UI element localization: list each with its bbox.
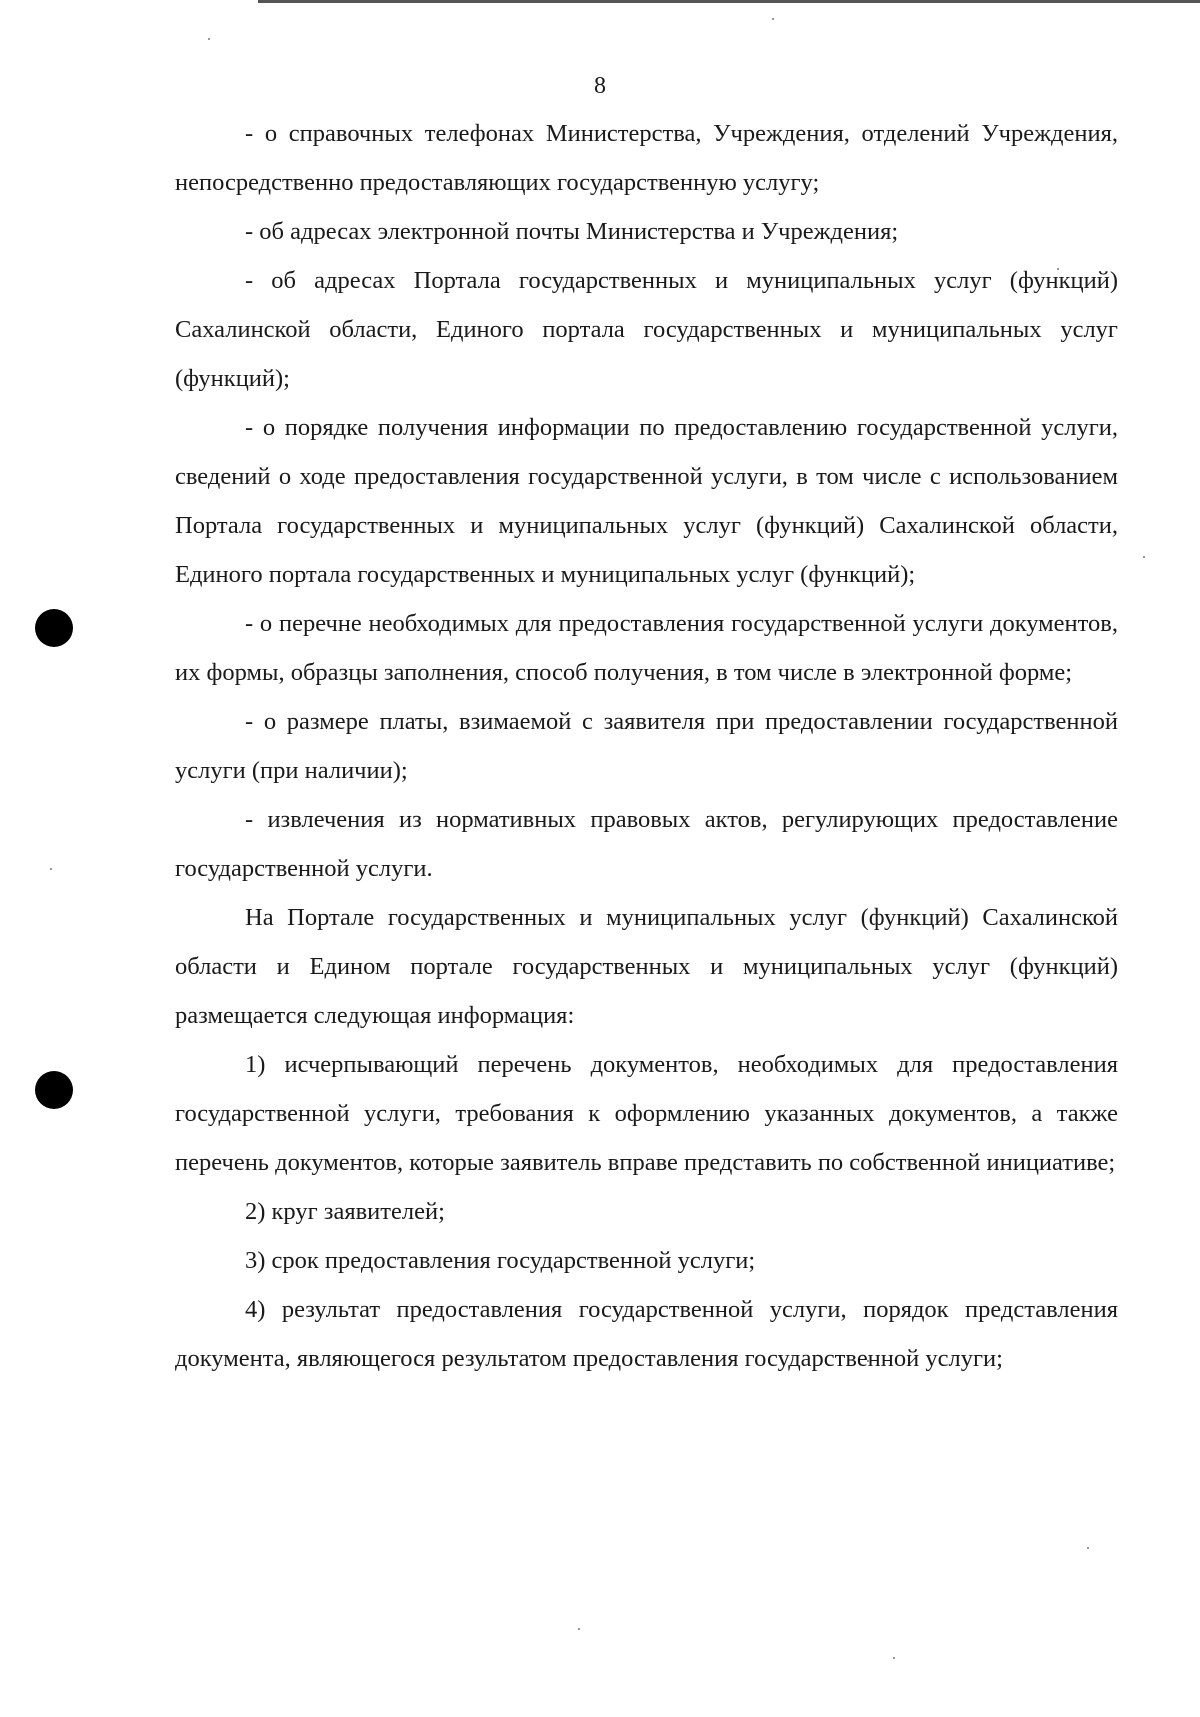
list-item-4-result: 4) результат предоставления государственной услуги, порядок представления документа, являющегося результатом предоставления государственной услуги; [175, 1296, 1118, 1372]
paragraph-portal-information: На Портале государственных и муниципальных услуг (функций) Сахалинской области и Едином портале государственных и муниципальных услуг (функций) размещается следующая информация: [175, 904, 1118, 1029]
paragraph-information-procedure: - о порядке получения информации по предоставлению государственной услуги, сведений о ходе предоставления государственной услуги, в том числе с использованием Портала государственных и муниципальных услуг (функций) Сахалинской области, Единого портала государственных и муниципальных услуг (функций); [175, 414, 1118, 588]
page-number: 8 [594, 73, 606, 99]
scan-speck [578, 1628, 580, 1630]
scan-speck [893, 1657, 895, 1659]
list-item-2-applicants: 2) круг заявителей; [245, 1198, 445, 1225]
punch-hole-upper [35, 609, 73, 647]
scan-speck [50, 868, 52, 870]
paragraph-documents-list: - о перечне необходимых для предоставления государственной услуги документов, их формы, образцы заполнения, способ получения, в том числе в электронной форме; [175, 610, 1118, 686]
scan-speck [772, 18, 774, 20]
paragraph-portal-addresses: - об адресах Портала государственных и муниципальных услуг (функций) Сахалинской области, Единого портала государственных и муниципальных услуг (функций); [175, 267, 1118, 392]
paragraph-fee-amount: - о размере платы, взимаемой с заявителя при предоставлении государственной услуги (при наличии); [175, 708, 1118, 784]
list-item-3-deadline: 3) срок предоставления государственной услуги; [245, 1247, 756, 1274]
scan-speck [208, 38, 210, 40]
scan-top-edge-line [258, 0, 1200, 3]
punch-hole-lower [35, 1071, 73, 1109]
scan-speck [1087, 1547, 1089, 1549]
paragraph-legal-extracts: - извлечения из нормативных правовых актов, регулирующих предоставление государственной услуги. [175, 806, 1118, 882]
scan-speck [1143, 556, 1145, 558]
document-body [175, 109, 1118, 1383]
list-item-1-documents: 1) исчерпывающий перечень документов, необходимых для предоставления государственной услуги, требования к оформлению указанных документов, а также перечень документов, которые заявитель вправе представить по собственной инициативе; [175, 1051, 1118, 1176]
paragraph-email-addresses: - об адресах электронной почты Министерства и Учреждения; [245, 218, 899, 245]
paragraph-reference-phones: - о справочных телефонах Министерства, Учреждения, отделений Учреждения, непосредственно предоставляющих государственную услугу; [175, 120, 1118, 196]
